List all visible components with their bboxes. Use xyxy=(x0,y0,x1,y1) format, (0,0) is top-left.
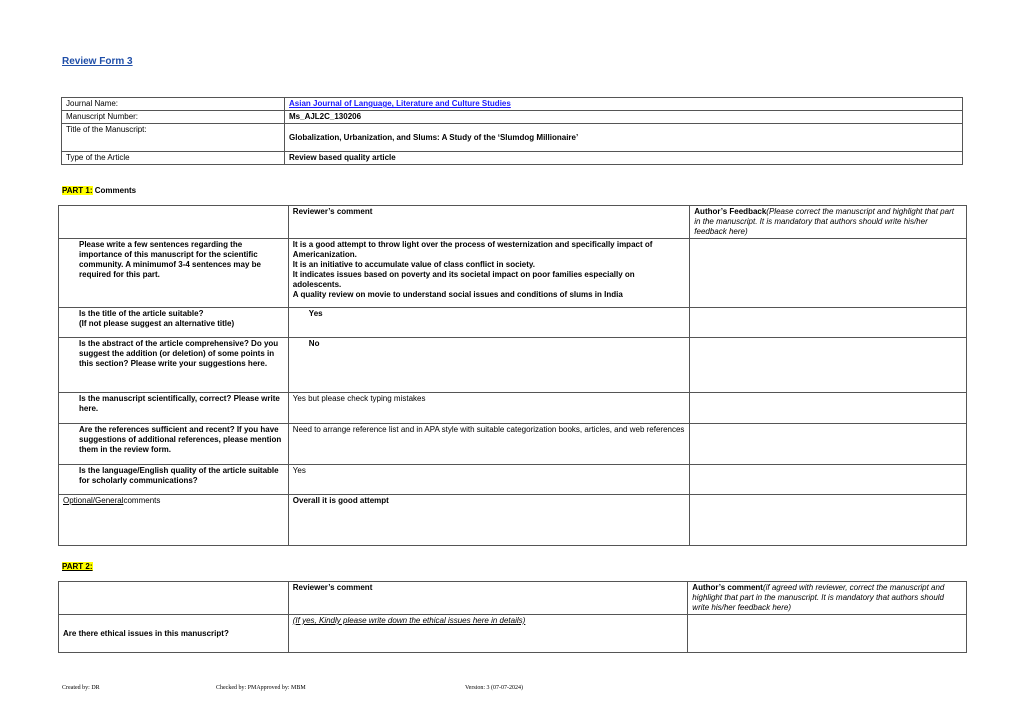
question-importance: Please write a few sentences regarding the importance of this manuscript for the scientific community. A minimumof 3-4 sentences may be required for this part. xyxy=(59,239,289,308)
answer-importance-line: It is a good attempt to throw light over the process of westernization and specifically impact of Americanization. xyxy=(292,240,653,259)
journal-name-label: Journal Name: xyxy=(62,98,285,111)
part1-heading xyxy=(62,186,136,195)
question-references: Are the references sufficient and recent? If you have suggestions of additional references, please mention them in the review form. xyxy=(59,424,289,465)
part1-reviewer-header: Reviewer’s comment xyxy=(288,206,689,239)
author-feedback-cell[interactable] xyxy=(690,424,967,465)
answer-abstract: No xyxy=(288,338,689,393)
question-abstract: Is the abstract of the article comprehensive? Do you suggest the addition (or deletion) of some points in this section? Please write your suggestions here. xyxy=(59,338,289,393)
part1-heading-rest: Comments xyxy=(92,186,137,195)
answer-ethical-issues: (If yes, Kindly please write down the ethical issues here in details) xyxy=(288,615,688,653)
part1-author-header-bold: Author’s Feedback xyxy=(694,207,767,216)
part1-empty-header-cell xyxy=(59,206,289,239)
author-feedback-cell[interactable] xyxy=(690,495,967,546)
part2-reviewer-header: Reviewer’s comment xyxy=(288,582,688,615)
author-feedback-cell[interactable] xyxy=(690,465,967,495)
optional-comments-label xyxy=(59,495,289,546)
author-feedback-cell[interactable] xyxy=(690,308,967,338)
part2-empty-header-cell xyxy=(59,582,289,615)
footer-version: Version: 3 (07-07-2024) xyxy=(465,685,523,691)
answer-importance xyxy=(288,239,689,308)
part2-ethics-table xyxy=(58,581,967,653)
answer-importance-line: A quality review on movie to understand social issues and conditions of slums in India xyxy=(292,290,623,299)
optional-general-label: Optional/General xyxy=(63,496,124,505)
footer-created: Created by: DR xyxy=(62,685,100,691)
part1-author-header-note: (Please correct the manuscript and highlight that part in the manuscript. It is mandatory that authors should write his/her feedback here) xyxy=(694,207,954,236)
manuscript-title-label: Title of the Manuscript: xyxy=(62,124,285,152)
answer-scientific: Yes but please check typing mistakes xyxy=(288,393,689,424)
part1-label: PART 1: xyxy=(62,186,93,195)
footer-checked: Checked by: PMApproved by: MBM xyxy=(216,685,306,691)
question-language: Is the language/English quality of the article suitable for scholarly communications? xyxy=(59,465,289,495)
author-feedback-cell[interactable] xyxy=(690,338,967,393)
form-title: Review Form 3 xyxy=(62,56,133,67)
part2-author-header-note: (if agreed with reviewer, correct the manuscript and highlight that part in the manuscript. It is mandatory that authors should write his/her feedback here) xyxy=(692,583,945,612)
answer-language: Yes xyxy=(288,465,689,495)
author-feedback-cell[interactable] xyxy=(690,239,967,308)
author-feedback-cell[interactable] xyxy=(690,393,967,424)
journal-name-link[interactable]: Asian Journal of Language, Literature and Culture Studies xyxy=(289,99,511,108)
manuscript-title-value: Globalization, Urbanization, and Slums: A Study of the ‘Slumdog Millionaire’ xyxy=(285,124,963,152)
part1-comments-table xyxy=(58,205,967,546)
optional-comments-rest: comments xyxy=(123,496,161,505)
article-type-value: Review based quality article xyxy=(285,152,963,165)
answer-importance-line: It is an initiative to accumulate value of class conflict in society. xyxy=(292,260,535,269)
part1-author-header xyxy=(690,206,967,239)
manuscript-number-value: Ms_AJL2C_130206 xyxy=(285,111,963,124)
answer-references: Need to arrange reference list and in APA style with suitable categorization books, articles, and web references xyxy=(288,424,689,465)
part2-author-header-bold: Author’s comment xyxy=(692,583,763,592)
question-ethical-issues: Are there ethical issues in this manuscript? xyxy=(59,615,289,653)
manuscript-info-table xyxy=(61,97,963,165)
journal-name-value[interactable] xyxy=(285,98,963,111)
answer-importance-line: It indicates issues based on poverty and its societal impact on poor families especially on adolescents. xyxy=(292,270,635,289)
question-title-suitable: Is the title of the article suitable? (If not please suggest an alternative title) xyxy=(59,308,289,338)
part2-label: PART 2: xyxy=(62,562,93,571)
author-comment-cell[interactable] xyxy=(688,615,967,653)
answer-title-suitable: Yes xyxy=(288,308,689,338)
question-scientific: Is the manuscript scientifically, correct? Please write here. xyxy=(59,393,289,424)
optional-comments-answer: Overall it is good attempt xyxy=(288,495,689,546)
article-type-label: Type of the Article xyxy=(62,152,285,165)
manuscript-number-label: Manuscript Number: xyxy=(62,111,285,124)
part2-author-header xyxy=(688,582,967,615)
part2-heading xyxy=(62,562,93,571)
